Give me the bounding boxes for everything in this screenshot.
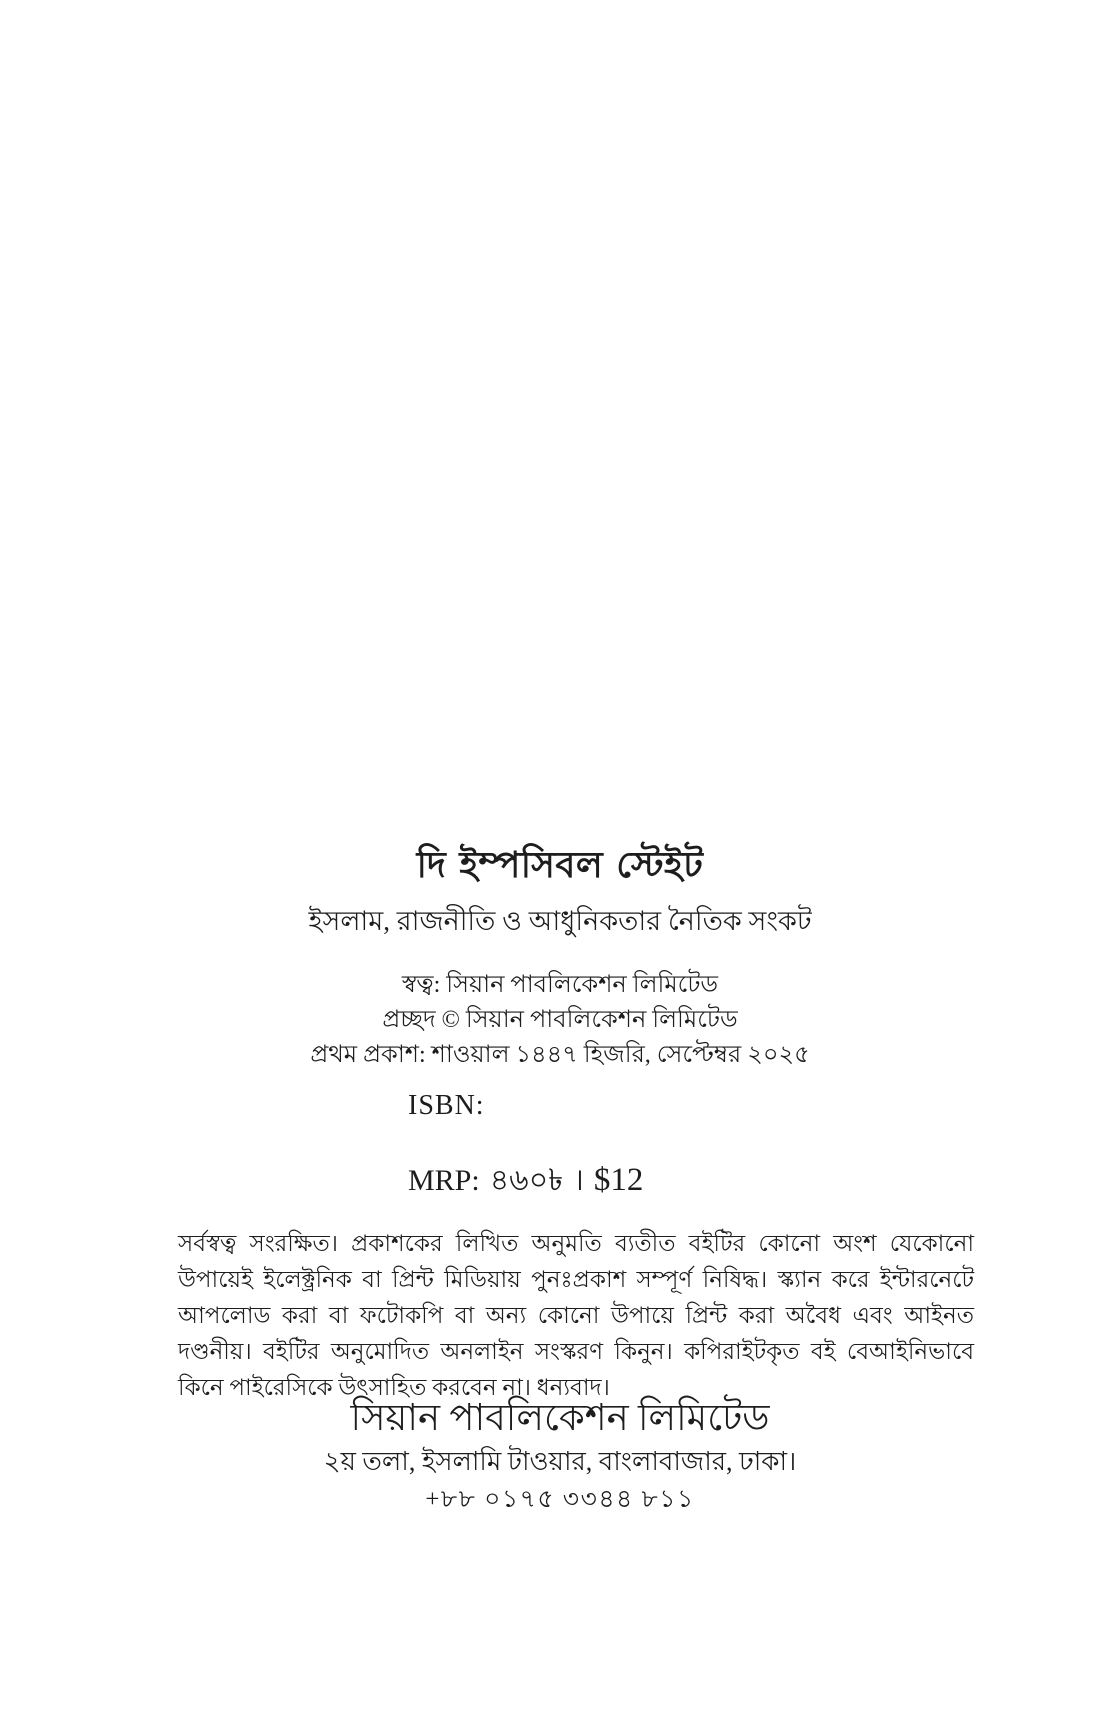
price-line <box>408 1156 643 1207</box>
price-label: MRP: <box>408 1164 480 1197</box>
book-subtitle: ইসলাম, রাজনীতি ও আধুনিকতার নৈতিক সংকট <box>308 906 812 936</box>
publisher-address: ২য় তলা, ইসলামি টাওয়ার, বাংলাবাজার, ঢাকা। <box>323 1447 797 1476</box>
rights-line: স্বত্ব: সিয়ান পাবলিকেশন লিমিটেড <box>401 972 719 998</box>
price-amount-bdt: ৪৬০৳ <box>489 1164 564 1197</box>
publication-credits <box>0 968 1120 1073</box>
first-publication-line: প্রথম প্রকাশ: শাওয়াল ১৪৪৭ হিজরি, সেপ্টেম্বর ২০২৫ <box>310 1042 810 1068</box>
cover-credit-line: প্রচ্ছদ © সিয়ান পাবলিকেশন লিমিটেড <box>382 1007 738 1033</box>
isbn-line: ISBN: <box>408 1090 485 1121</box>
publisher-name: সিয়ান পাবলিকেশন লিমিটেড <box>350 1398 770 1439</box>
copyright-notice: সর্বস্বত্ব সংরক্ষিত। প্রকাশকের লিখিত অনুমতি ব্যতীত বইটির কোনো অংশ যেকোনো উপায়েই ইলেক্ট্রনিক বা প্রিন্ট মিডিয়ায় পুনঃপ্রকাশ সম্পূর্ণ নিষিদ্ধ। স্ক্যান করে ইন্টারনেটে আপলোড করা বা ফটোকপি বা অন্য কোনো উপায়ে প্রিন্ট করা অবৈধ এবং আইনত দণ্ডনীয়। বইটির অনুমোদিত অনলাইন সংস্করণ কিনুন। কপিরাইটকৃত বই বেআইনিভাবে কিনে পাইরেসিকে উৎসাহিত করবেন না। ধন্যবাদ। <box>178 1231 974 1400</box>
price-separator: । <box>573 1164 584 1197</box>
publisher-phone: +৮৮ ০১৭৫ ৩৩৪৪ ৮১১ <box>425 1486 695 1513</box>
price-amount-usd: $12 <box>593 1162 644 1198</box>
book-title: দি ইম্পসিবল স্টেইট <box>416 845 704 886</box>
